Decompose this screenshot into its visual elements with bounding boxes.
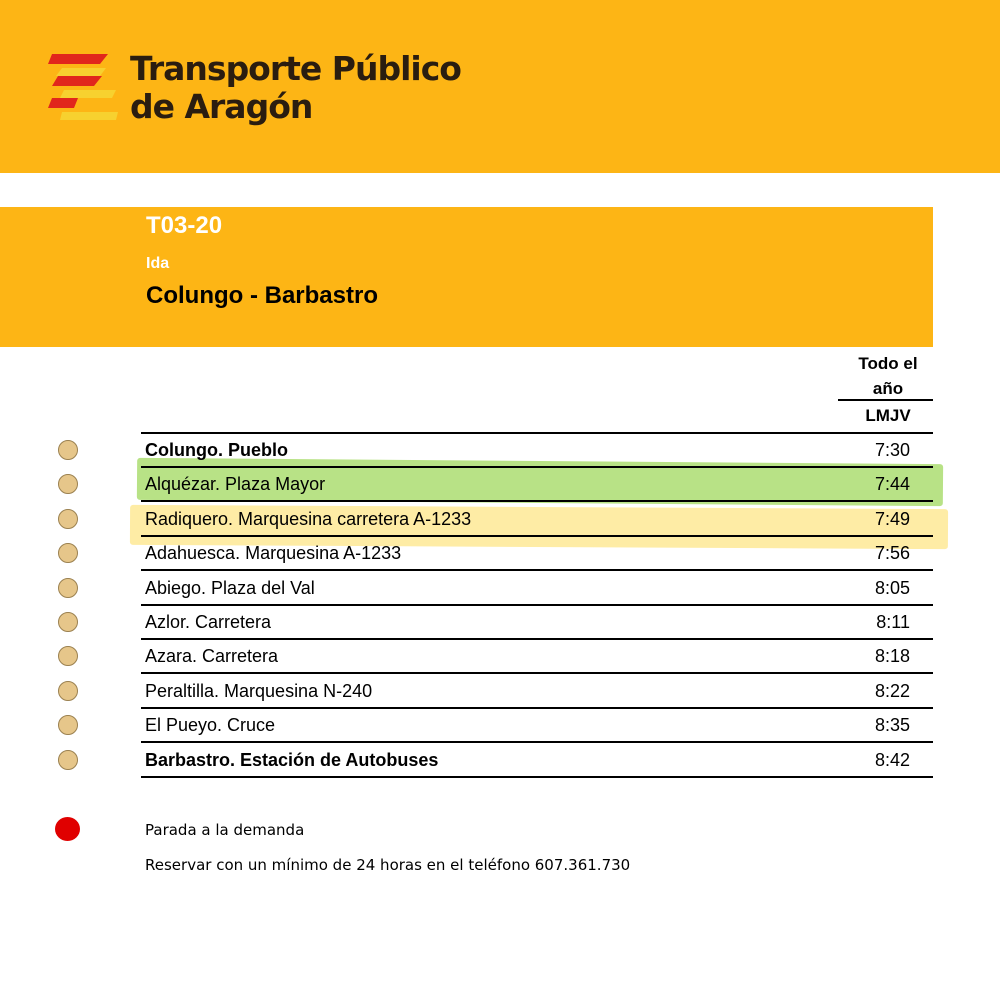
column-days: LMJV <box>865 406 911 425</box>
table-row <box>0 572 1000 606</box>
stop-marker-icon <box>58 578 78 598</box>
stop-name: El Pueyo. Cruce <box>145 715 276 736</box>
stop-marker-icon <box>58 646 78 666</box>
stop-time: 8:42 <box>874 749 910 770</box>
row-divider <box>141 776 933 778</box>
route-name: Colungo - Barbastro <box>146 282 378 309</box>
aragon-flag-stripes-icon <box>48 54 118 120</box>
stop-name: Adahuesca. Marquesina A-1233 <box>145 543 402 564</box>
stop-name: Azara. Carretera <box>145 646 279 667</box>
reservation-note: Reservar con un mínimo de 24 horas en el teléfono 607.361.730 <box>145 856 631 874</box>
route-code: T03-20 <box>146 212 223 239</box>
stop-marker-icon <box>58 612 78 632</box>
stop-name: Alquézar. Plaza Mayor <box>145 474 326 495</box>
stop-time: 7:44 <box>874 474 910 495</box>
stop-marker-icon <box>58 681 78 701</box>
stop-name: Abiego. Plaza del Val <box>145 577 315 598</box>
column-header-line1: Todo el <box>858 354 918 373</box>
on-demand-marker-icon <box>55 817 80 841</box>
on-demand-label: Parada a la demanda <box>145 821 305 839</box>
stop-time: 8:11 <box>876 612 910 632</box>
stop-time: 7:30 <box>874 440 910 460</box>
stop-time: 8:22 <box>874 680 910 701</box>
table-row <box>0 503 1000 537</box>
route-direction: Ida <box>146 255 170 272</box>
table-row <box>0 709 1000 743</box>
brand-name-line1: Transporte Público <box>130 49 461 88</box>
brand-logo-text <box>130 50 461 126</box>
table-row <box>0 606 1000 640</box>
table-row <box>0 434 1000 468</box>
schedule-column-header <box>838 351 938 401</box>
stop-marker-icon <box>58 509 78 529</box>
table-row <box>0 675 1000 709</box>
column-header-line2: año <box>872 379 904 398</box>
stop-time: 7:49 <box>874 508 910 529</box>
table-row <box>0 468 1000 502</box>
stop-time: 8:05 <box>874 577 910 598</box>
stop-marker-icon <box>58 474 78 494</box>
stop-name: Radiquero. Marquesina carretera A-1233 <box>145 508 472 529</box>
stop-name: Peraltilla. Marquesina N-240 <box>145 680 373 701</box>
table-row <box>0 537 1000 571</box>
table-row <box>0 744 1000 778</box>
stop-name: Colungo. Pueblo <box>145 440 288 460</box>
stop-marker-icon <box>58 440 78 460</box>
stop-marker-icon <box>58 715 78 735</box>
brand-name-line2: de Aragón <box>130 87 313 126</box>
stop-name: Azlor. Carretera <box>145 612 272 632</box>
table-row <box>0 640 1000 674</box>
stop-time: 8:18 <box>874 646 910 667</box>
stop-marker-icon <box>58 750 78 770</box>
stop-name: Barbastro. Estación de Autobuses <box>145 749 439 770</box>
stop-time: 8:35 <box>874 715 910 736</box>
stop-marker-icon <box>58 543 78 563</box>
column-header-divider <box>838 399 933 401</box>
route-banner <box>0 207 933 347</box>
stop-time: 7:56 <box>874 543 910 564</box>
